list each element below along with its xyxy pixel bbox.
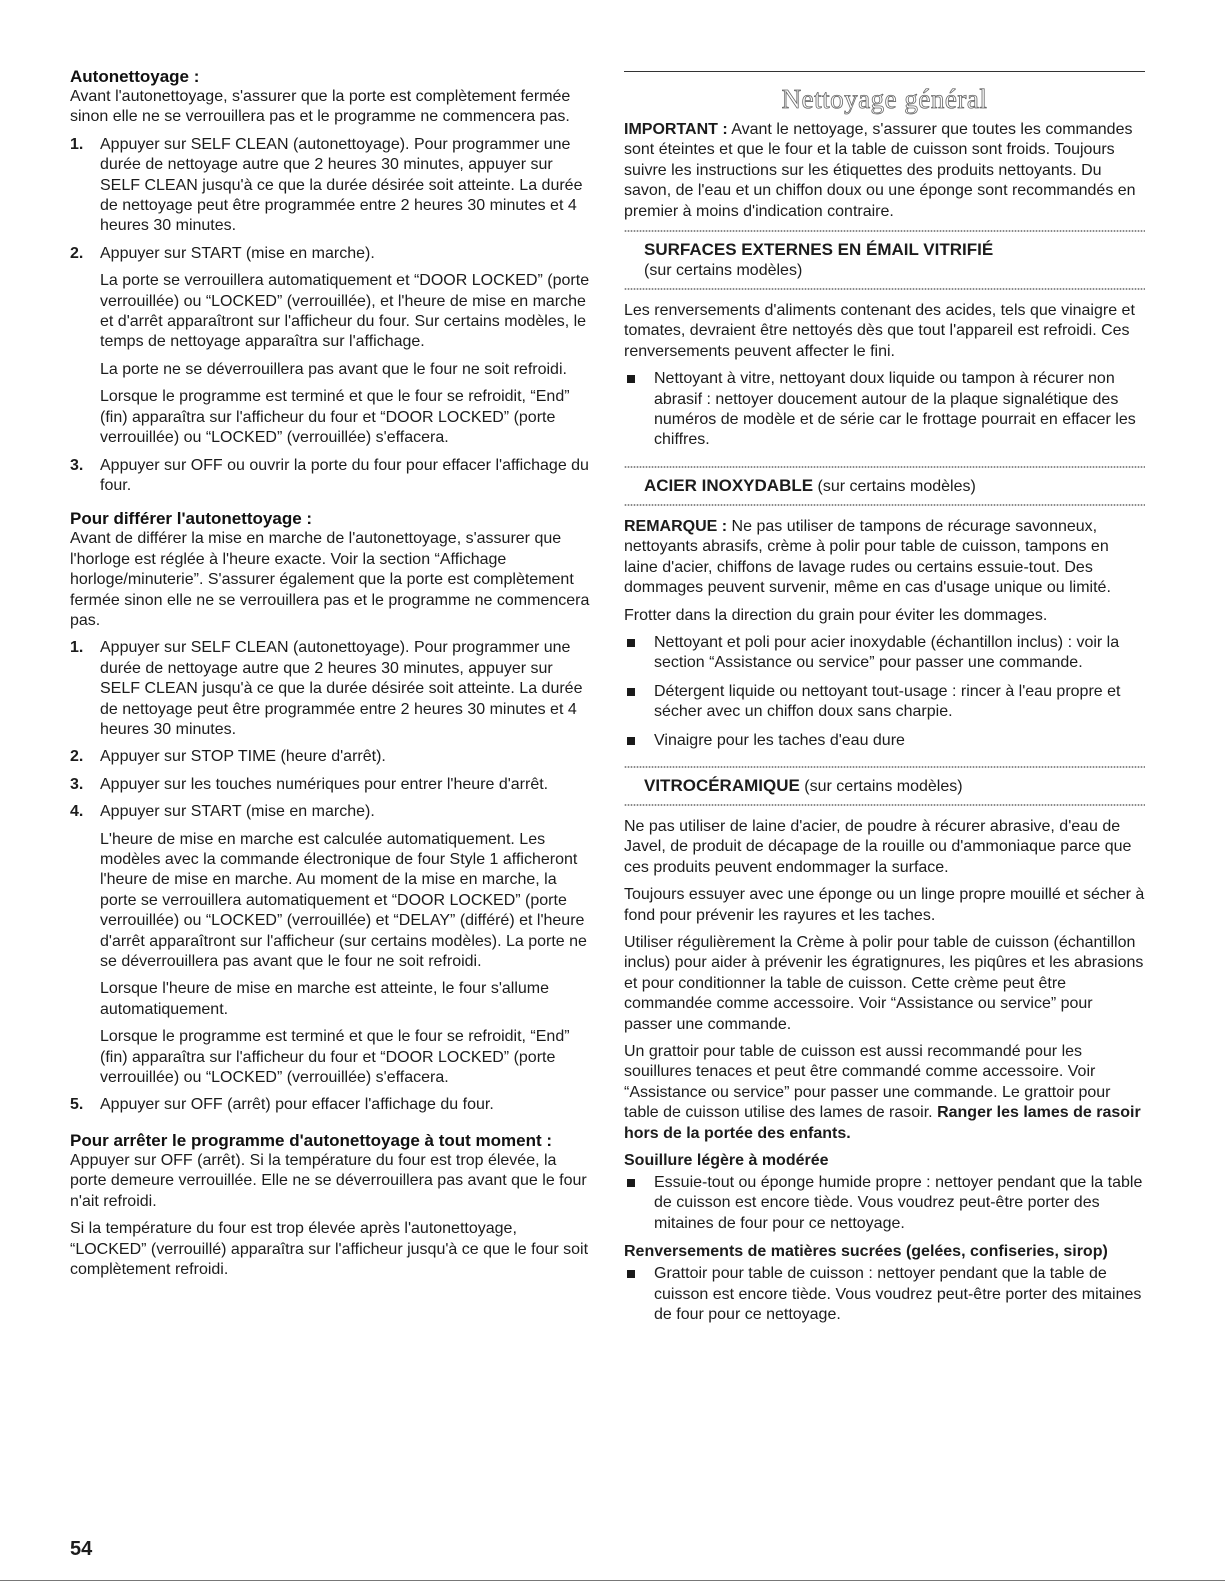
differer-steps xyxy=(70,638,592,1116)
step-text: Appuyer sur OFF (arrêt) pour effacer l'affichage du four. xyxy=(100,1096,494,1114)
step-number: 3. xyxy=(70,775,84,793)
email-bullets xyxy=(624,369,1145,451)
step-text: Lorsque l'heure de mise en marche est atteinte, le four s'allume automatiquement. xyxy=(100,980,550,1018)
square-bullet-icon xyxy=(627,737,635,745)
souillure-bullets xyxy=(624,1173,1145,1234)
grattoir-text: Un grattoir pour table de cuisson est aussi recommandé pour les souillures tenaces et peut être commandé comme accessoire. Voir “Assistance ou service” pour passer une commande. Le grattoir pour table de cuisson utilise des lames de rasoir. xyxy=(624,1043,1111,1122)
inox-heading-rest: (sur certains modèles) xyxy=(813,477,976,495)
step-number: 3. xyxy=(70,456,84,474)
bullet-text: Nettoyant à vitre, nettoyant doux liquide ou tampon à récurer non abrasif : nettoyer doucement autour de la plaque signalétique des numéros de modèle et de série car le frottage pourrait en effacer les chiffres. xyxy=(654,370,1136,449)
arreter-para-2: Si la température du four est trop élevée après l'autonettoyage, “LOCKED” (verrouillé) apparaîtra sur l'afficheur jusqu'à ce que le four soit complètement refroidi. xyxy=(70,1220,589,1278)
divider-dots xyxy=(624,765,1145,769)
autonettoyage-heading: Autonettoyage : xyxy=(70,67,200,86)
step-number: 1. xyxy=(70,639,84,657)
square-bullet-icon xyxy=(627,688,635,696)
vitro-para-1: Ne pas utiliser de laine d'acier, de poudre à récurer abrasive, d'eau de Javel, de produit de décapage de la rouille ou d'ammoniaque parce que ces produits peuvent endommager la surface. xyxy=(624,817,1132,876)
vitro-para-2: Toujours essuyer avec une éponge ou un linge propre mouillé et sécher à fond pour prévenir les rayures et les taches. xyxy=(624,886,1145,924)
section-title: Nettoyage général xyxy=(781,84,988,114)
inox-bullets xyxy=(624,633,1145,751)
step-item xyxy=(70,775,592,795)
right-column xyxy=(624,66,1145,1333)
step-number: 2. xyxy=(70,244,84,262)
remarque-text: Ne pas utiliser de tampons de récurage savonneux, nettoyants abrasifs, crème à polir pour table de cuisson, tampons en laine d'acier, chiffons de lavage rudes ou certains essuie-tout. Des dommages peuvent survenir, même en cas d'usage unique ou limité. xyxy=(624,517,1111,597)
divider-dots xyxy=(624,465,1145,469)
autonettoyage-steps xyxy=(70,135,592,497)
important-note xyxy=(624,120,1145,222)
step-text: Appuyer sur START (mise en marche). xyxy=(100,244,375,262)
bullet-item xyxy=(624,682,1145,723)
inox-para: Frotter dans la direction du grain pour éviter les dommages. xyxy=(624,606,1048,624)
bullet-item xyxy=(624,633,1145,674)
step-item xyxy=(70,802,592,1088)
sucrees-heading: Renversements de matières sucrées (gelées, confiseries, sirop) xyxy=(624,1243,1108,1261)
remarque-note xyxy=(624,517,1145,599)
square-bullet-icon xyxy=(627,375,635,383)
step-text: Appuyer sur START (mise en marche). xyxy=(100,803,375,821)
bullet-text: Vinaigre pour les taches d'eau dure xyxy=(654,731,905,749)
page-number: 54 xyxy=(70,1538,93,1560)
vitro-heading: VITROCÉRAMIQUE xyxy=(644,775,800,795)
bullet-text: Détergent liquide ou nettoyant tout-usage : rincer à l'eau propre et sécher avec un chiffon doux sans charpie. xyxy=(654,682,1121,721)
differer-intro: Avant de différer la mise en marche de l'autonettoyage, s'assurer que l'horloge est réglée à l'heure exacte. Voir la section “Affichage horloge/minuterie”. S'assurer également que la porte est complètement fermée sinon elle ne se verrouillera pas et le programme ne commencera pas. xyxy=(70,530,590,629)
step-text: L'heure de mise en marche est calculée automatiquement. Les modèles avec la commande électronique de four Style 1 afficheront l'heure de mise en marche. Au moment de la mise en marche, la porte se verrouillera automatiquement et “DOOR LOCKED” (porte verrouillée) ou “LOCKED” (verrouillée) et “DELAY” (différé) et l'heure d'arrêt apparaîtront sur l'afficheur (sur certains modèles). La porte ne se déverrouillera pas avant que le four ne soit refroidi. xyxy=(100,830,587,971)
email-para: Les renversements d'aliments contenant des acides, tels que vinaigre et tomates, devraient être nettoyés dès que tout l'appareil est refroidi. Ces renversements peuvent affecter le fini. xyxy=(624,302,1135,360)
square-bullet-icon xyxy=(627,1179,635,1187)
divider-dots xyxy=(624,229,1145,233)
step-text: Appuyer sur OFF ou ouvrir la porte du four pour effacer l'affichage du four. xyxy=(100,456,589,494)
step-text: La porte ne se déverrouillera pas avant que le four ne soit refroidi. xyxy=(100,360,567,378)
divider-dots xyxy=(624,287,1145,291)
vitro-para-3: Utiliser régulièrement la Crème à polir pour table de cuisson (échantillon inclus) pour aider à prévenir les égratignures, les piqûres et les abrasions et pour conditionner la table de cuisson. Cette crème peut être commandée comme accessoire. Voir “Assistance ou service” pour passer une commande. xyxy=(624,933,1144,1033)
step-text: La porte se verrouillera automatiquement et “DOOR LOCKED” (porte verrouillée) ou “LOCKED” (verrouillée), et l'heure de mise en marche et d'arrêt apparaîtront sur l'afficheur du four. Sur certains modèles, le temps de nettoyage apparaîtra sur l'affichage. xyxy=(100,272,590,351)
autonettoyage-intro: Avant l'autonettoyage, s'assurer que la porte est complètement fermée sinon elle ne se verrouillera pas et le programme ne commencera pas. xyxy=(70,88,571,126)
square-bullet-icon xyxy=(627,639,635,647)
step-text: Appuyer sur STOP TIME (heure d'arrêt). xyxy=(100,748,386,766)
step-item xyxy=(70,135,592,237)
step-number: 4. xyxy=(70,803,84,821)
bullet-text: Nettoyant et poli pour acier inoxydable (échantillon inclus) : voir la section “Assistance ou service” pour passer une commande. xyxy=(654,633,1120,672)
step-number: 2. xyxy=(70,748,84,766)
step-number: 5. xyxy=(70,1096,84,1114)
inox-heading-block xyxy=(624,475,1145,497)
bullet-item xyxy=(624,1264,1145,1325)
step-text: Appuyer sur les touches numériques pour entrer l'heure d'arrêt. xyxy=(100,775,549,793)
bullet-item xyxy=(624,369,1145,451)
step-number: 1. xyxy=(70,135,84,153)
arreter-para-1: Appuyer sur OFF (arrêt). Si la température du four est trop élevée, la porte demeure verrouillée. Elle ne se déverrouillera pas avant que le four n'ait refroidi. xyxy=(70,1151,587,1210)
vitro-heading-rest: (sur certains modèles) xyxy=(799,777,963,795)
grattoir-warning: Ranger les lames de rasoir hors de la portée des enfants. xyxy=(624,1104,1141,1142)
bullet-text: Essuie-tout ou éponge humide propre : nettoyer pendant que la table de cuisson est encore tiède. Vous voudrez peut-être porter des mitaines de four pour ce nettoyage. xyxy=(654,1174,1143,1232)
divider-dots xyxy=(624,803,1145,807)
divider-dots xyxy=(624,503,1145,507)
grattoir-para xyxy=(624,1042,1145,1144)
vitro-heading-block xyxy=(624,775,1145,797)
step-text: Lorsque le programme est terminé et que le four se refroidit, “End” (fin) apparaîtra sur l'afficheur du four et “DOOR LOCKED” (porte verrouillée) ou “LOCKED” (verrouillée) s'effacera. xyxy=(100,1028,570,1087)
email-subheading: (sur certains modèles) xyxy=(644,262,803,280)
step-item xyxy=(70,747,592,767)
top-rule xyxy=(624,71,1145,72)
email-heading-block xyxy=(624,239,1145,281)
left-column xyxy=(70,66,592,1287)
step-item xyxy=(70,638,592,740)
inox-heading: ACIER INOXYDABLE xyxy=(644,475,814,495)
arreter-heading: Pour arrêter le programme d'autonettoyage à tout moment : xyxy=(70,1130,553,1150)
souillure-heading: Souillure légère à modérée xyxy=(624,1152,829,1170)
step-text: Lorsque le programme est terminé et que le four se refroidit, “End” (fin) apparaîtra sur l'afficheur du four et “DOOR LOCKED” (porte verrouillée) ou “LOCKED” (verrouillée) s'effacera. xyxy=(100,388,570,447)
important-text: Avant le nettoyage, s'assurer que toutes les commandes sont éteintes et que le four et la table de cuisson sont froids. Toujours suivre les instructions sur les étiquettes des produits nettoyants. Du savon, de l'eau et un chiffon doux ou une éponge sont recommandés en premier à moins d'indication contraire. xyxy=(624,121,1136,220)
step-item xyxy=(70,456,592,497)
bullet-text: Grattoir pour table de cuisson : nettoyer pendant que la table de cuisson est encore tiède. Vous voudrez peut-être porter des mitaines de four pour ce nettoyage. xyxy=(654,1265,1142,1324)
bullet-item xyxy=(624,731,1145,751)
important-label: IMPORTANT : xyxy=(624,121,728,138)
step-text: Appuyer sur SELF CLEAN (autonettoyage). Pour programmer une durée de nettoyage autre que 2 heures 30 minutes, appuyer sur SELF CLEAN jusqu'à ce que la durée désirée soit atteinte. La durée de nettoyage peut être programmée entre 2 heures 30 minutes et 4 heures 30 minutes. xyxy=(100,135,583,235)
step-item xyxy=(70,244,592,449)
step-text: Appuyer sur SELF CLEAN (autonettoyage). Pour programmer une durée de nettoyage autre que 2 heures 30 minutes, appuyer sur SELF CLEAN jusqu'à ce que la durée désirée soit atteinte. La durée de nettoyage peut être programmée entre 2 heures 30 minutes et 4 heures 30 minutes. xyxy=(100,639,583,738)
square-bullet-icon xyxy=(627,1270,635,1278)
differer-heading: Pour différer l'autonettoyage : xyxy=(70,509,313,529)
bullet-item xyxy=(624,1173,1145,1234)
step-item xyxy=(70,1095,592,1115)
email-heading: SURFACES EXTERNES EN ÉMAIL VITRIFIÉ xyxy=(644,240,994,260)
bottom-rule xyxy=(0,1580,1225,1581)
remarque-label: REMARQUE : xyxy=(624,517,728,535)
sucrees-bullets xyxy=(624,1264,1145,1325)
